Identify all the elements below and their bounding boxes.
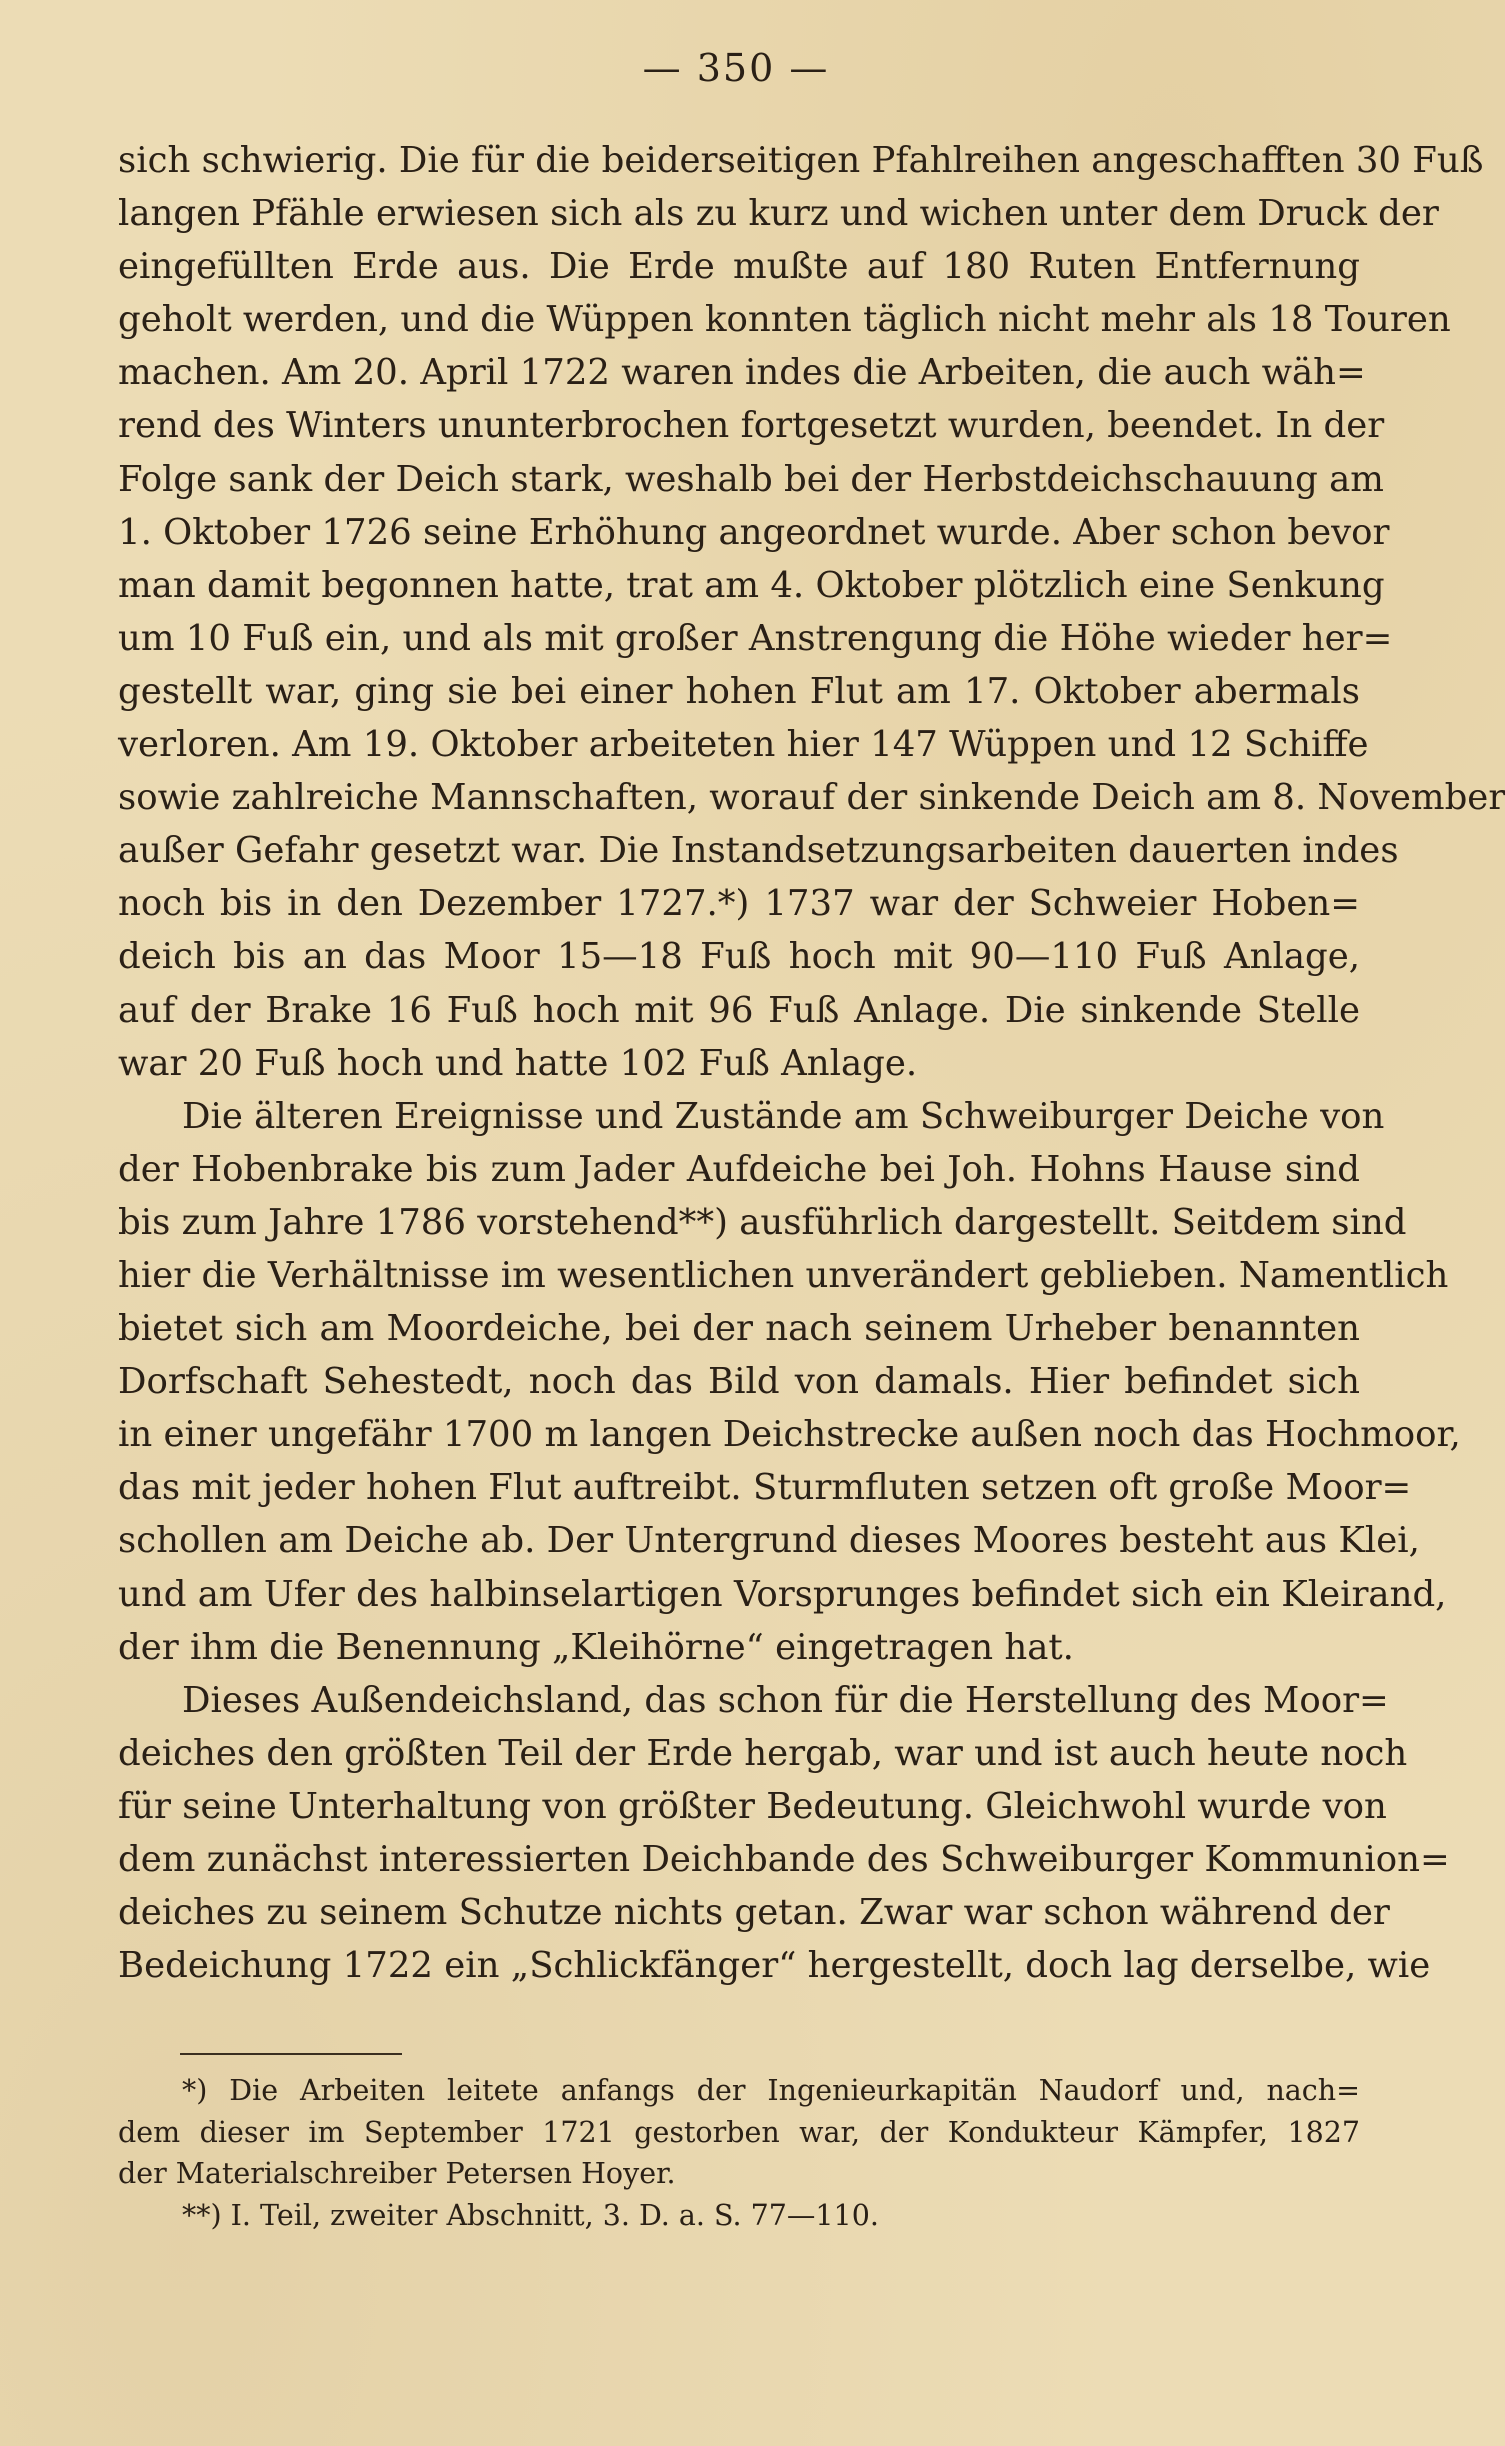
text-line: bietet sich am Moordeiche, bei der nach seinem Urheber benannten xyxy=(118,1308,1360,1350)
text-line: bis zum Jahre 1786 vorstehend**) ausführlich dargestellt. Seitdem sind xyxy=(118,1201,1407,1243)
body-text xyxy=(118,134,1505,1992)
text-line: außer Gefahr gesetzt war. Die Instandsetzungsarbeiten dauerten indes xyxy=(118,830,1399,872)
text-line: eingefüllten Erde aus. Die Erde mußte auf 180 Ruten Entfernung xyxy=(118,246,1360,288)
text-line: Dorfschaft Sehestedt, noch das Bild von damals. Hier befindet sich xyxy=(118,1361,1360,1403)
text-line: schollen am Deiche ab. Der Untergrund dieses Moores besteht aus Klei, xyxy=(118,1520,1420,1562)
text-line: gestellt war, ging sie bei einer hohen Flut am 17. Oktober abermals xyxy=(118,670,1360,712)
footnote-line: *) Die Arbeiten leitete anfangs der Ingenieurkapitän Naudorf und, nach= xyxy=(182,2074,1360,2107)
text-line: noch bis in den Dezember 1727.*) 1737 war der Schweier Hoben= xyxy=(118,883,1360,925)
text-line: der ihm die Benennung „Kleihörne“ eingetragen hat. xyxy=(118,1626,1074,1668)
text-line: deiches den größten Teil der Erde hergab, war und ist auch heute noch xyxy=(118,1732,1408,1774)
text-line: in einer ungefähr 1700 m langen Deichstrecke außen noch das Hochmoor, xyxy=(118,1414,1461,1456)
text-line: deich bis an das Moor 15—18 Fuß hoch mit 90—110 Fuß Anlage, xyxy=(118,936,1360,978)
text-line: verloren. Am 19. Oktober arbeiteten hier 147 Wüppen und 12 Schiffe xyxy=(118,724,1369,766)
text-line: das mit jeder hohen Flut auftreibt. Sturmfluten setzen oft große Moor= xyxy=(118,1467,1412,1509)
text-line: der Hobenbrake bis zum Jader Aufdeiche bei Joh. Hohns Hause sind xyxy=(118,1148,1360,1190)
text-line: auf der Brake 16 Fuß hoch mit 96 Fuß Anlage. Die sinkende Stelle xyxy=(118,989,1360,1031)
footnote-1 xyxy=(118,2070,1360,2195)
footnotes xyxy=(118,2070,1360,2236)
text-line: und am Ufer des halbinselartigen Vorsprunges befindet sich ein Kleirand, xyxy=(118,1573,1447,1615)
text-line: sich schwierig. Die für die beiderseitigen Pfahlreihen angeschafften 30 Fuß xyxy=(118,140,1484,181)
footnote-divider xyxy=(180,2053,402,2055)
text-line: sowie zahlreiche Mannschaften, worauf der sinkende Deich am 8. November xyxy=(118,777,1505,819)
text-line: hier die Verhältnisse im wesentlichen unverändert geblieben. Namentlich xyxy=(118,1254,1449,1296)
footnote-line: der Materialschreiber Petersen Hoyer. xyxy=(118,2157,676,2190)
text-line: war 20 Fuß hoch und hatte 102 Fuß Anlage. xyxy=(118,1042,918,1084)
page-number: — 350 — xyxy=(642,46,830,90)
text-line: machen. Am 20. April 1722 waren indes die Arbeiten, die auch wäh= xyxy=(118,352,1366,394)
text-line: deiches zu seinem Schutze nichts getan. Zwar war schon während der xyxy=(118,1892,1390,1934)
text-line: für seine Unterhaltung von größter Bedeutung. Gleichwohl wurde von xyxy=(118,1785,1387,1827)
text-line: um 10 Fuß ein, und als mit großer Anstrengung die Höhe wieder her= xyxy=(118,617,1393,659)
paragraph-1 xyxy=(118,134,1505,1090)
paragraph-3 xyxy=(118,1674,1450,1993)
text-line: 1. Oktober 1726 seine Erhöhung angeordnet wurde. Aber schon bevor xyxy=(118,511,1390,553)
text-line: rend des Winters ununterbrochen fortgesetzt wurden, beendet. In der xyxy=(118,405,1385,447)
text-line: Die älteren Ereignisse und Zustände am Schweiburger Deiche von xyxy=(182,1095,1385,1137)
text-line: Dieses Außendeichsland, das schon für die Herstellung des Moor= xyxy=(182,1679,1389,1721)
footnote-line: dem dieser im September 1721 gestorben war, der Kondukteur Kämpfer, 1827 xyxy=(118,2115,1360,2149)
paragraph-2 xyxy=(118,1090,1461,1674)
footnote-2 xyxy=(118,2195,1360,2237)
text-line: langen Pfähle erwiesen sich als zu kurz und wichen unter dem Druck der xyxy=(118,193,1439,235)
text-line: dem zunächst interessierten Deichbande des Schweiburger Kommunion= xyxy=(118,1839,1450,1880)
text-line: Bedeichung 1722 ein „Schlickfänger“ hergestellt, doch lag derselbe, wie xyxy=(118,1945,1431,1987)
footnote-line: **) I. Teil, zweiter Abschnitt, 3. D. a. S. 77—110. xyxy=(182,2198,879,2232)
text-line: man damit begonnen hatte, trat am 4. Oktober plötzlich eine Senkung xyxy=(118,564,1385,606)
text-line: geholt werden, und die Wüppen konnten täglich nicht mehr als 18 Touren xyxy=(118,299,1451,341)
text-line: Folge sank der Deich stark, weshalb bei der Herbstdeichschauung am xyxy=(118,458,1384,500)
